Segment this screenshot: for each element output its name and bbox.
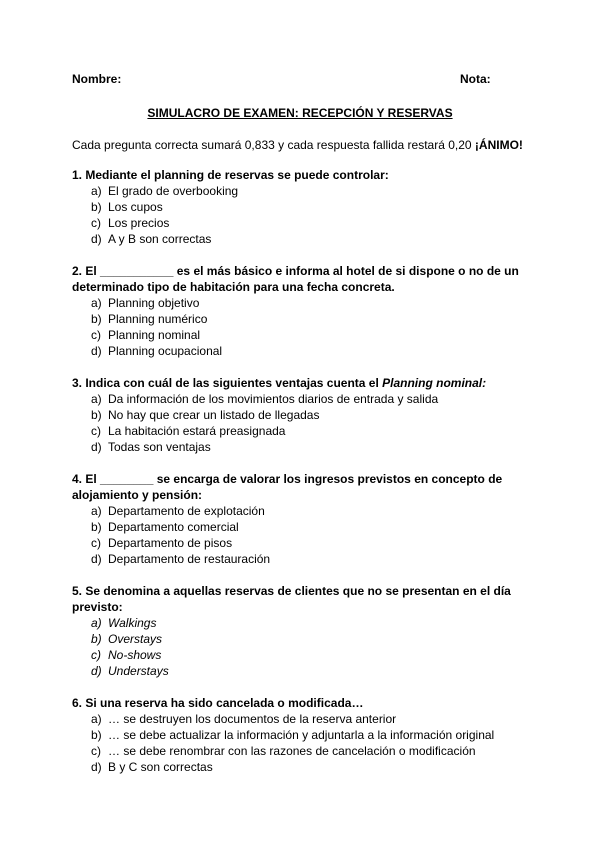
- option-letter: b): [91, 520, 102, 534]
- option-text: Departamento de pisos: [108, 536, 233, 550]
- question-1: [72, 167, 532, 247]
- option-letter: b): [91, 632, 102, 646]
- question-3-line-1: 3. Indica con cuál de las siguientes ventajas cuenta el: [72, 376, 383, 390]
- option-letter: d): [91, 440, 102, 454]
- option-text: Planning nominal: [108, 328, 201, 342]
- option-text: Planning numérico: [108, 312, 208, 326]
- option-c: [72, 743, 532, 759]
- option-b: [72, 519, 532, 535]
- option-letter: d): [91, 760, 102, 774]
- option-letter: d): [91, 552, 102, 566]
- option-text: Understays: [108, 664, 169, 678]
- option-text: No hay que crear un listado de llegadas: [108, 408, 320, 422]
- option-letter: a): [91, 296, 102, 310]
- option-b: [72, 727, 532, 743]
- question-3: [72, 375, 532, 455]
- question-6: [72, 695, 532, 775]
- option-text: B y C son correctas: [108, 760, 213, 774]
- option-letter: d): [91, 232, 102, 246]
- option-text: Departamento de restauración: [108, 552, 271, 566]
- question-3-text: [72, 375, 532, 391]
- option-letter: a): [91, 712, 102, 726]
- question-2: [72, 263, 532, 359]
- option-text: Walkings: [108, 616, 157, 630]
- question-1-text: 1. Mediante el planning de reservas se puede controlar:: [72, 168, 389, 182]
- question-4-text: [72, 471, 532, 503]
- question-4-line-1: 4. El ________ se encarga de valorar los ingresos previstos en concepto de: [72, 472, 503, 486]
- option-text: Todas son ventajas: [108, 440, 211, 454]
- question-4-options: [72, 503, 532, 567]
- option-c: [72, 215, 532, 231]
- option-text: Planning objetivo: [108, 296, 200, 310]
- name-label: Nombre:: [72, 72, 122, 86]
- option-b: [72, 199, 532, 215]
- option-a: [72, 503, 532, 519]
- option-letter: a): [91, 392, 102, 406]
- option-d: [72, 343, 532, 359]
- option-letter: b): [91, 408, 102, 422]
- option-letter: c): [91, 216, 101, 230]
- option-d: [72, 439, 532, 455]
- option-letter: c): [91, 424, 101, 438]
- question-2-line-2: determinado tipo de habitación para una fecha concreta.: [72, 280, 395, 294]
- option-a: [72, 295, 532, 311]
- option-a: [72, 711, 532, 727]
- option-text: El grado de overbooking: [108, 184, 239, 198]
- option-c: [72, 327, 532, 343]
- option-text: … se debe renombrar con las razones de cancelación o modificación: [108, 744, 476, 758]
- question-2-line-1: 2. El ___________ es el más básico e informa al hotel de si dispone o no de un: [72, 264, 519, 278]
- question-3-options: [72, 391, 532, 455]
- question-1-options: [72, 183, 532, 247]
- option-letter: c): [91, 328, 101, 342]
- page-title: SIMULACRO DE EXAMEN: RECEPCIÓN Y RESERVAS: [147, 106, 453, 120]
- option-letter: b): [91, 200, 102, 214]
- option-text: Los cupos: [108, 200, 163, 214]
- option-letter: b): [91, 312, 102, 326]
- option-letter: c): [91, 648, 101, 662]
- option-b: [72, 407, 532, 423]
- option-a: [72, 615, 532, 631]
- question-3-italic-term: Planning nominal:: [382, 376, 487, 390]
- question-5-line-1: 5. Se denomina a aquellas reservas de clientes que no se presentan en el día: [72, 584, 511, 598]
- option-text: Departamento de explotación: [108, 504, 265, 518]
- option-b: [72, 311, 532, 327]
- option-d: [72, 231, 532, 247]
- option-text: No-shows: [108, 648, 162, 662]
- intro-instructions: Cada pregunta correcta sumará 0,833 y cada respuesta fallida restará 0,20: [72, 138, 475, 152]
- option-letter: c): [91, 744, 101, 758]
- option-text: Departamento comercial: [108, 520, 239, 534]
- option-c: [72, 647, 532, 663]
- option-c: [72, 535, 532, 551]
- question-5-options: [72, 615, 532, 679]
- option-letter: d): [91, 664, 102, 678]
- option-c: [72, 423, 532, 439]
- question-5-text: [72, 583, 532, 615]
- option-text: … se destruyen los documentos de la reserva anterior: [108, 712, 397, 726]
- option-d: [72, 551, 532, 567]
- question-5-line-2: previsto:: [72, 600, 123, 614]
- question-6-options: [72, 711, 532, 775]
- question-5: [72, 583, 532, 679]
- option-letter: a): [91, 616, 102, 630]
- intro-cheer: ¡ÁNIMO!: [474, 138, 523, 152]
- option-a: [72, 391, 532, 407]
- option-text: Da información de los movimientos diarios de entrada y salida: [108, 392, 439, 406]
- question-6-text: 6. Si una reserva ha sido cancelada o modificada…: [72, 696, 364, 710]
- option-text: La habitación estará preasignada: [108, 424, 286, 438]
- grade-label: Nota:: [460, 72, 491, 86]
- option-text: … se debe actualizar la información y adjuntarla a la información original: [108, 728, 495, 742]
- question-2-options: [72, 295, 532, 359]
- option-letter: b): [91, 728, 102, 742]
- option-text: Overstays: [108, 632, 163, 646]
- option-letter: a): [91, 504, 102, 518]
- option-text: Los precios: [108, 216, 170, 230]
- option-d: [72, 663, 532, 679]
- question-2-text: [72, 263, 532, 295]
- option-text: Planning ocupacional: [108, 344, 223, 358]
- option-letter: c): [91, 536, 101, 550]
- option-a: [72, 183, 532, 199]
- option-letter: a): [91, 184, 102, 198]
- option-b: [72, 631, 532, 647]
- option-d: [72, 759, 532, 775]
- question-4-line-2: alojamiento y pensión:: [72, 488, 203, 502]
- option-letter: d): [91, 344, 102, 358]
- intro-text: [72, 138, 523, 152]
- question-4: [72, 471, 532, 567]
- option-text: A y B son correctas: [108, 232, 212, 246]
